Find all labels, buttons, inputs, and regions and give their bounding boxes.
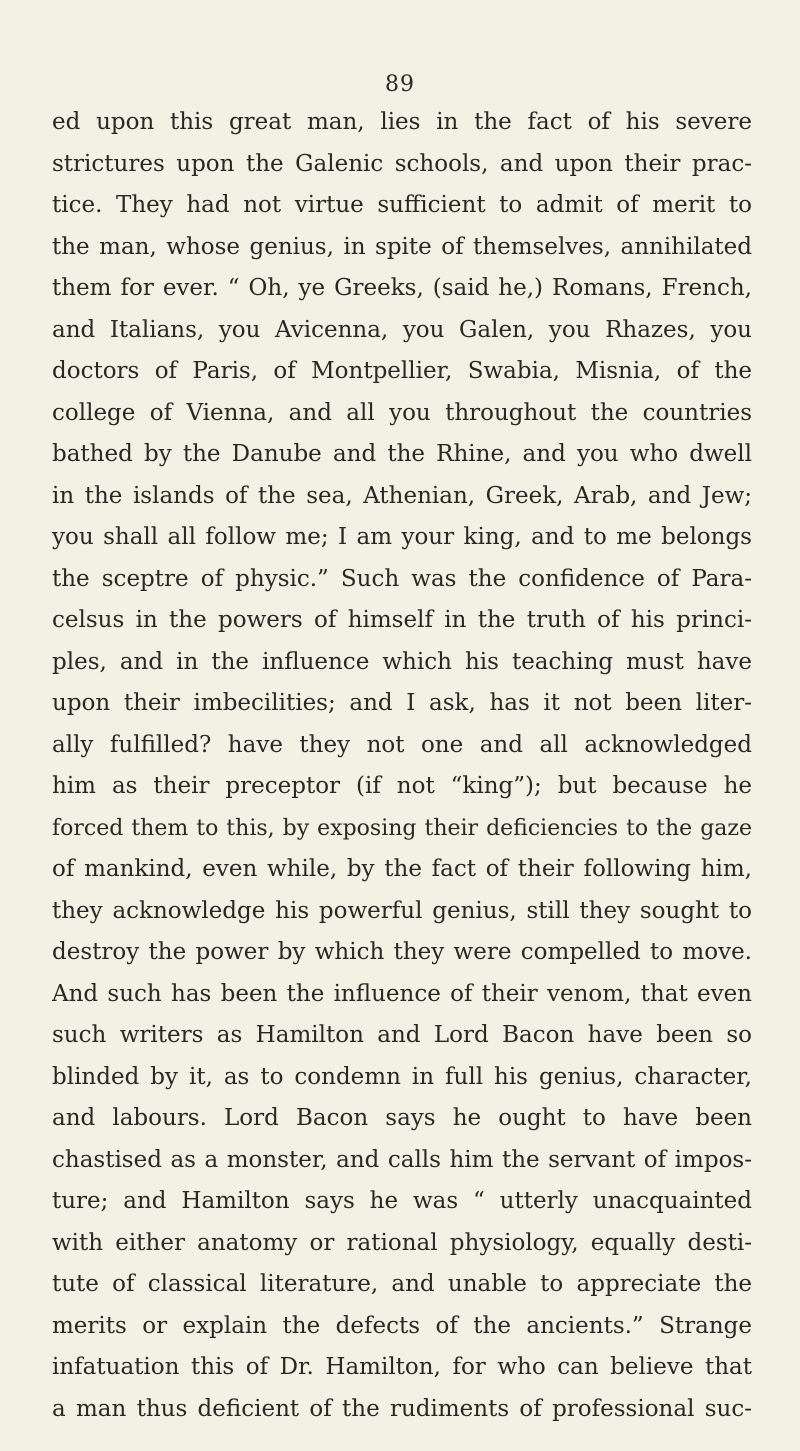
text-line: upon their imbecilities; and I ask, has it not been liter- [52, 690, 752, 716]
text-line: college of Vienna, and all you throughout the countries [52, 399, 752, 426]
text-line: tice. They had not virtue sufficient to admit of merit to [52, 192, 752, 218]
text-line: infatuation this of Dr. Hamilton, for who can believe that [52, 1354, 752, 1380]
text-line: strictures upon the Galenic schools, and upon their prac- [52, 150, 752, 177]
text-line: merits or explain the defects of the ancients.” Strange [52, 1312, 752, 1339]
text-line: them for ever. “ Oh, ye Greeks, (said he,) Romans, French, [52, 275, 752, 301]
text-line: ture; and Hamilton says he was “ utterly unacquainted [52, 1188, 752, 1214]
text-line: the man, whose genius, in spite of themselves, annihilated [52, 233, 752, 260]
text-line: And such has been the influence of their venom, that even [52, 980, 752, 1007]
text-line: ally fulfilled? have they not one and all acknowledged [52, 731, 752, 758]
text-line: they acknowledge his powerful genius, still they sought to [52, 897, 752, 924]
page-number: 89 [385, 72, 415, 97]
text-line: of mankind, even while, by the fact of their following him, [52, 856, 752, 882]
text-line: you shall all follow me; I am your king, and to me belongs [52, 524, 752, 550]
text-line: such writers as Hamilton and Lord Bacon have been so [52, 1022, 752, 1048]
text-line: destroy the power by which they were compelled to move. [52, 939, 752, 965]
text-line: forced them to this, by exposing their deficiencies to the gaze [52, 815, 752, 841]
text-line: blinded by it, as to condemn in full his genius, character, [52, 1063, 752, 1090]
body-text [52, 102, 752, 1430]
text-line: a man thus deficient of the rudiments of professional suc- [52, 1395, 752, 1422]
text-line: chastised as a monster, and calls him the servant of impos- [52, 1146, 752, 1173]
text-line: in the islands of the sea, Athenian, Greek, Arab, and Jew; [52, 482, 752, 509]
text-line: doctors of Paris, of Montpellier, Swabia, Misnia, of the [52, 358, 752, 384]
text-line: and labours. Lord Bacon says he ought to have been [52, 1105, 752, 1131]
text-line: and Italians, you Avicenna, you Galen, you Rhazes, you [52, 316, 752, 343]
text-line: ed upon this great man, lies in the fact of his severe [52, 109, 752, 135]
text-line: him as their preceptor (if not “king”); but because he [52, 773, 752, 799]
text-line: the sceptre of physic.” Such was the confidence of Para- [52, 565, 752, 592]
text-line: tute of classical literature, and unable to appreciate the [52, 1271, 752, 1297]
text-line: celsus in the powers of himself in the truth of his princi- [52, 607, 752, 633]
text-line: ples, and in the influence which his teaching must have [52, 648, 752, 675]
text-line: bathed by the Danube and the Rhine, and you who dwell [52, 441, 752, 467]
text-line: with either anatomy or rational physiology, equally desti- [52, 1229, 752, 1256]
